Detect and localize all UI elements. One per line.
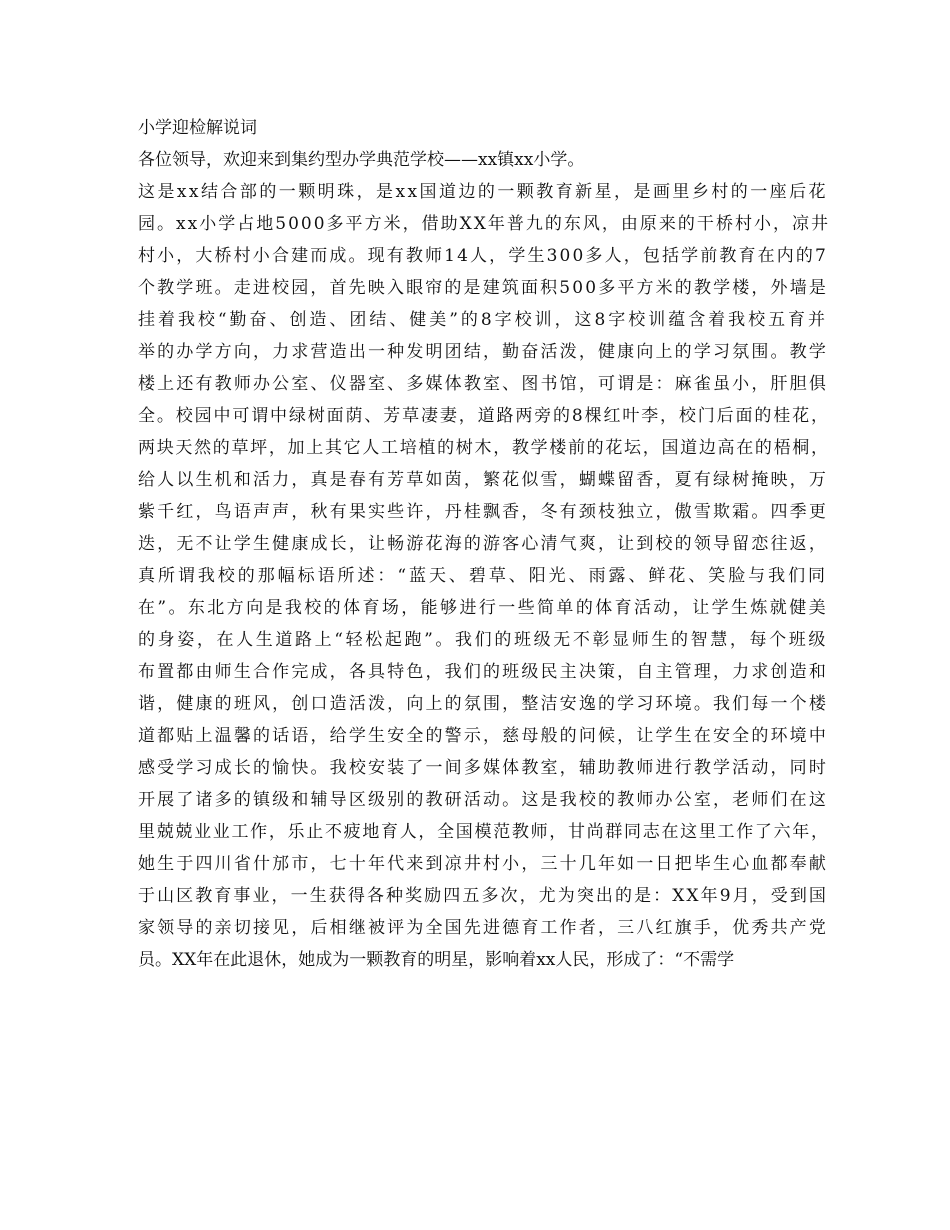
- body-text: 感受学习成长的愉快。我校安装了一间多媒体教室，辅助教师进行教学活动，同时: [138, 758, 828, 778]
- body-text: 挂着我校“勤奋、创造、团结、健美”的8字校训，这8字校训蕴含着我校五育并: [138, 310, 828, 330]
- body-text: 于山区教育事业，一生获得各种奖励四五多次，尤为突出的是：XX年9月，受到国: [138, 886, 828, 906]
- body-text-line: [138, 208, 828, 240]
- body-text-line: [138, 336, 828, 368]
- body-text: 布置都由师生合作完成，各具特色，我们的班级民主决策，自主管理，力求创造和: [138, 662, 828, 682]
- body-text: 这是xx结合部的一颗明珠，是xx国道边的一颗教育新星，是画里乡村的一座后花: [138, 182, 828, 202]
- body-text-line: [138, 848, 828, 880]
- body-text-line: [138, 592, 828, 624]
- body-text-line: [138, 304, 828, 336]
- body-text-line: [138, 880, 828, 912]
- body-text-line: [138, 944, 828, 976]
- body-text-line: [138, 688, 828, 720]
- body-text: 道都贴上温馨的话语，给学生安全的警示，慈母般的问候，让学生在安全的环境中: [138, 726, 828, 746]
- body-text: 开展了诸多的镇级和辅导区级别的教研活动。这是我校的教师办公室，老师们在这: [138, 790, 828, 810]
- body-text: 真所谓我校的那幅标语所述：“蓝天、碧草、阳光、雨露、鲜花、笑脸与我们同: [138, 566, 828, 586]
- body-paragraph: [138, 176, 828, 976]
- body-text-line: [138, 496, 828, 528]
- body-text: 个教学班。走进校园，首先映入眼帘的是建筑面积500多平方米的教学楼，外墙是: [138, 278, 828, 298]
- body-text-line: [138, 752, 828, 784]
- body-text: 举的办学方向，力求营造出一种发明团结，勤奋活泼，健康向上的学习氛围。教学: [138, 342, 828, 362]
- body-text: 在”。东北方向是我校的体育场，能够进行一些简单的体育活动，让学生炼就健美: [138, 598, 828, 618]
- body-text-line: [138, 720, 828, 752]
- body-text-line: [138, 816, 828, 848]
- body-text: 园。xx小学占地5000多平方米，借助XX年普九的东风，由原来的干桥村小，凉井: [138, 214, 830, 234]
- body-text: 给人以生机和活力，真是春有芳草如茵，繁花似雪，蝴蝶留香，夏有绿树掩映，万: [138, 470, 828, 490]
- body-text: 员。XX年在此退休，她成为一颗教育的明星，影响着xx人民，形成了：“不需学: [138, 950, 735, 970]
- body-text: 谐，健康的班风，创口造活泼，向上的氛围，整洁安逸的学习环境。我们每一个楼: [138, 694, 828, 714]
- document-content: [138, 112, 828, 976]
- body-text: 紫千红，鸟语声声，秋有果实些许，丹桂飘香，冬有颈枝独立，傲雪欺霜。四季更: [138, 502, 828, 522]
- body-text: 迭，无不让学生健康成长，让畅游花海的游客心清气爽，让到校的领导留恋往返，: [138, 534, 828, 554]
- body-text-line: [138, 240, 828, 272]
- body-text: 全。校园中可谓中绿树面荫、芳草凄妻，道路两旁的8棵红叶李，校门后面的桂花，: [138, 406, 830, 426]
- body-text: 两块天然的草坪，加上其它人工培植的树木，教学楼前的花坛，国道边高在的梧桐，: [138, 438, 830, 458]
- body-text-line: [138, 528, 828, 560]
- body-text-line: [138, 368, 828, 400]
- body-text-line: [138, 656, 828, 688]
- body-text: 家领导的亲切接见，后相继被评为全国先进德育工作者，三八红旗手，优秀共产党: [138, 918, 828, 938]
- body-text: 楼上还有教师办公室、仪器室、多媒体教室、图书馆，可谓是：麻雀虽小，肝胆俱: [138, 374, 828, 394]
- body-text: 的身姿，在人生道路上“轻松起跑”。我们的班级无不彰显师生的智慧，每个班级: [138, 630, 828, 650]
- body-text-line: [138, 560, 828, 592]
- body-text-line: [138, 400, 828, 432]
- body-text: 她生于四川省什邡市，七十年代来到凉井村小，三十几年如一日把毕生心血都奉献: [138, 854, 828, 874]
- body-text-line: [138, 912, 828, 944]
- document-title: 小学迎检解说词: [138, 118, 257, 138]
- body-text-line: [138, 464, 828, 496]
- body-text-line: [138, 784, 828, 816]
- body-text: 村小，大桥村小合建而成。现有教师14人，学生300多人，包括学前教育在内的7: [138, 246, 828, 266]
- body-text-line: [138, 176, 828, 208]
- greeting-line: 各位领导，欢迎来到集约型办学典范学校——xx镇xx小学。: [138, 150, 585, 170]
- body-text-line: [138, 432, 828, 464]
- body-text-line: [138, 272, 828, 304]
- body-text: 里兢兢业业工作，乐止不疲地育人，全国模范教师，甘尚群同志在这里工作了六年，: [138, 822, 830, 842]
- body-text-line: [138, 624, 828, 656]
